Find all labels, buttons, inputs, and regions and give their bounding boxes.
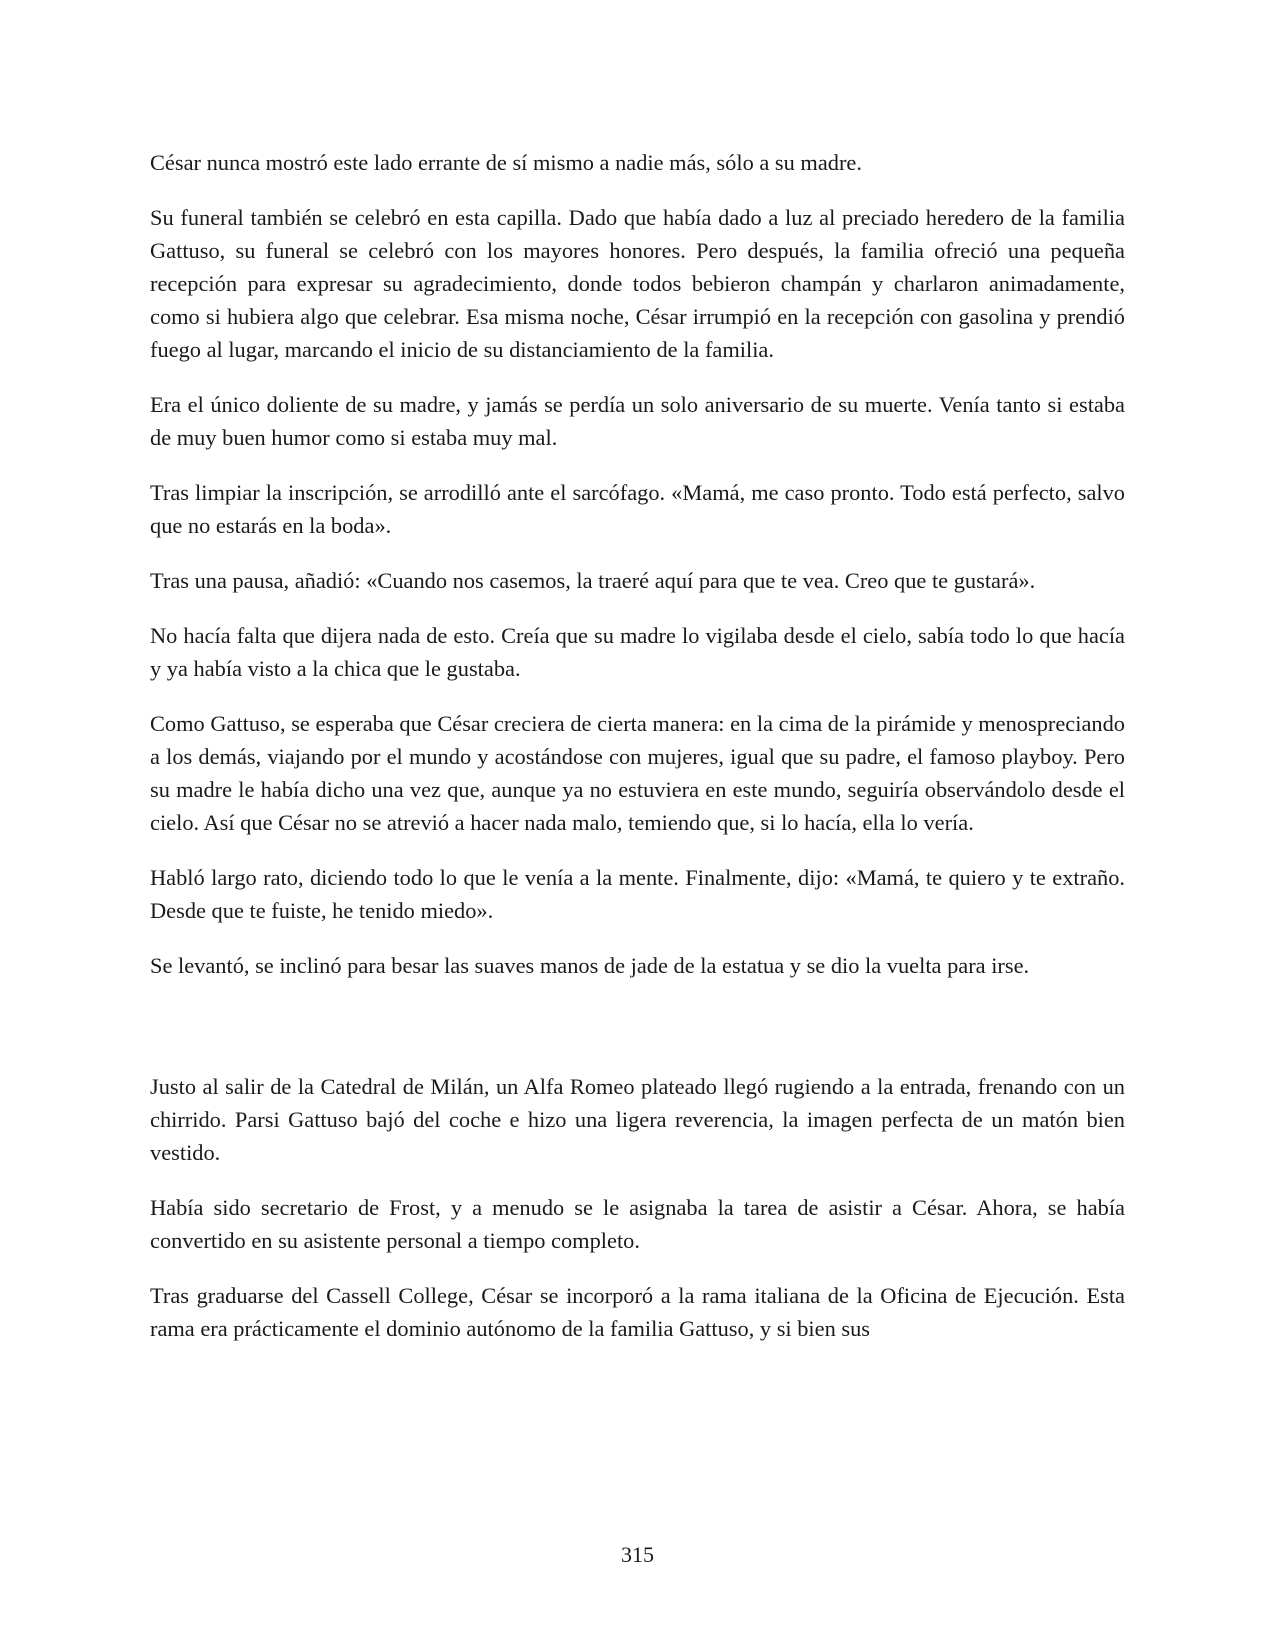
paragraph: Se levantó, se inclinó para besar las suaves manos de jade de la estatua y se dio la vuelta para irse.: [150, 953, 1030, 978]
paragraph: Tras limpiar la inscripción, se arrodilló ante el sarcófago. «Mamá, me caso pronto. Todo está perfecto, salvo que no estarás en la boda».: [150, 480, 1125, 538]
section-break: [150, 1004, 1125, 1070]
page-body: [150, 146, 1125, 1367]
paragraph: César nunca mostró este lado errante de sí mismo a nadie más, sólo a su madre.: [150, 150, 862, 175]
paragraph: Tras una pausa, añadió: «Cuando nos casemos, la traeré aquí para que te vea. Creo que te gustará».: [150, 568, 1036, 593]
paragraph: Había sido secretario de Frost, y a menudo se le asignaba la tarea de asistir a César. Ahora, se había convertido en su asistente personal a tiempo completo.: [150, 1195, 1125, 1253]
paragraph: No hacía falta que dijera nada de esto. Creía que su madre lo vigilaba desde el cielo, sabía todo lo que hacía y ya había visto a la chica que le gustaba.: [150, 623, 1125, 681]
paragraph: Tras graduarse del Cassell College, César se incorporó a la rama italiana de la Oficina de Ejecución. Esta rama era prácticamente el dominio autónomo de la familia Gattuso, y si bien sus: [150, 1283, 1125, 1341]
paragraph: Como Gattuso, se esperaba que César creciera de cierta manera: en la cima de la pirámide y menospreciando a los demás, viajando por el mundo y acostándose con mujeres, igual que su padre, el famoso playboy. Pero su madre le había dicho una vez que, aunque ya no estuviera en este mundo, seguiría observándolo desde el cielo. Así que César no se atrevió a hacer nada malo, temiendo que, si lo hacía, ella lo vería.: [150, 711, 1125, 835]
paragraph: Habló largo rato, diciendo todo lo que le venía a la mente. Finalmente, dijo: «Mamá, te quiero y te extraño. Desde que te fuiste, he tenido miedo».: [150, 865, 1125, 923]
page-number: 315: [621, 1542, 654, 1567]
paragraph: Justo al salir de la Catedral de Milán, un Alfa Romeo plateado llegó rugiendo a la entrada, frenando con un chirrido. Parsi Gattuso bajó del coche e hizo una ligera reverencia, la imagen perfecta de un matón bien vestido.: [150, 1074, 1125, 1165]
paragraph: Era el único doliente de su madre, y jamás se perdía un solo aniversario de su muerte. Venía tanto si estaba de muy buen humor como si estaba muy mal.: [150, 392, 1125, 450]
paragraph: Su funeral también se celebró en esta capilla. Dado que había dado a luz al preciado heredero de la familia Gattuso, su funeral se celebró con los mayores honores. Pero después, la familia ofreció una pequeña recepción para expresar su agradecimiento, donde todos bebieron champán y charlaron animadamente, como si hubiera algo que celebrar. Esa misma noche, César irrumpió en la recepción con gasolina y prendió fuego al lugar, marcando el inicio de su distanciamiento de la familia.: [150, 205, 1125, 362]
